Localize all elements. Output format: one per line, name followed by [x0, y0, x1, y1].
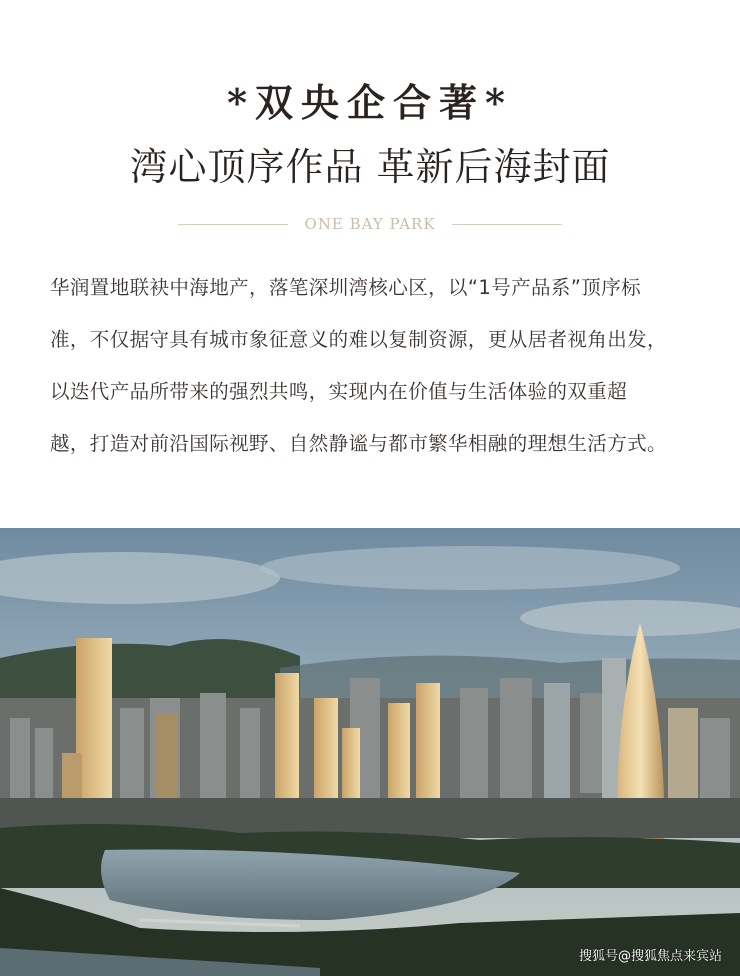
body-line: 准，不仅据守具有城市象征意义的难以复制资源，更从居者视角出发，	[50, 328, 667, 351]
brand-divider	[0, 212, 740, 236]
body-paragraph	[50, 262, 690, 470]
divider-line-left	[178, 224, 288, 225]
headline-secondary: 湾心顶序作品 革新后海封面	[129, 145, 611, 189]
skyline-illustration	[0, 528, 740, 976]
body-line: 以迭代产品所带来的强烈共鸣，实现内在价值与生活体验的双重超	[50, 380, 628, 403]
headline-primary: *双央企合著*	[227, 80, 513, 125]
divider-line-right	[452, 224, 562, 225]
city-skyline-image	[0, 528, 740, 976]
watermark-text: 搜狐号@搜狐焦点来宾站	[578, 949, 722, 964]
body-line: 越，打造对前沿国际视野、自然静谧与都市繁华相融的理想生活方式。	[50, 432, 667, 455]
brand-english-name: ONE BAY PARK	[304, 215, 436, 233]
body-line: 华润置地联袂中海地产，落笔深圳湾核心区，以“1号产品系”顶序标	[50, 276, 642, 299]
